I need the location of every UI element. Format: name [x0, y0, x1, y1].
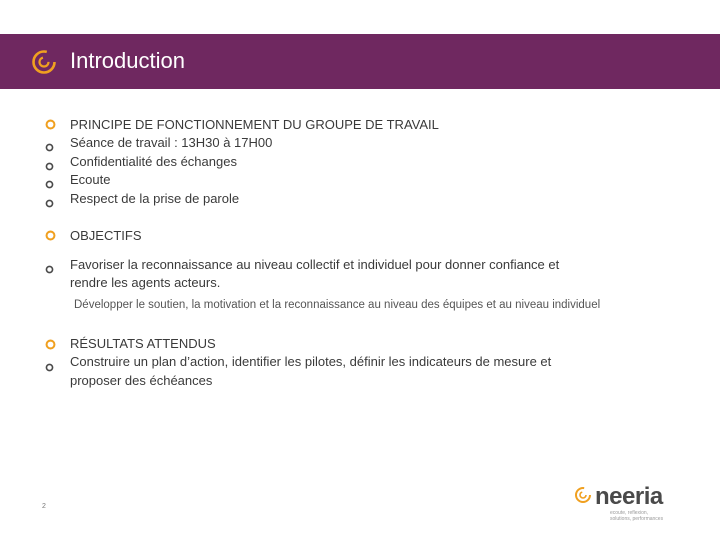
ring-bullet-icon — [45, 337, 56, 355]
objective-note: Développer le soutien, la motivation et la reconnaissance au niveau des équipes et au niveau individuel — [74, 299, 601, 311]
slide-title: Introduction — [70, 48, 185, 73]
swirl-logo-icon — [31, 49, 57, 75]
ring-bullet-icon — [45, 359, 54, 377]
ring-bullet-icon — [45, 195, 54, 213]
ring-bullet-icon — [45, 261, 54, 279]
list-item-continuation: proposer des échéances — [70, 373, 213, 388]
section-heading-resultats: RÉSULTATS ATTENDUS — [70, 336, 216, 351]
list-item: Favoriser la reconnaissance au niveau collectif et individuel pour donner confiance et — [70, 257, 560, 272]
brand-tagline — [610, 510, 663, 522]
brand-logo — [574, 484, 674, 526]
list-item-continuation: rendre les agents acteurs. — [70, 275, 221, 290]
section-heading-principe: PRINCIPE DE FONCTIONNEMENT DU GROUPE DE TRAVAIL — [70, 117, 439, 132]
list-item: Confidentialité des échanges — [70, 154, 237, 169]
brand-tagline-line: ecoute, reflexion, — [610, 510, 649, 516]
page-number: 2 — [42, 503, 46, 510]
ring-bullet-icon — [45, 176, 54, 194]
ring-bullet-icon — [45, 158, 54, 176]
brand-tagline-line: solutions, performances — [610, 516, 664, 522]
ring-bullet-icon — [45, 117, 56, 135]
ring-bullet-icon — [45, 139, 54, 157]
list-item: Séance de travail : 13H30 à 17H00 — [70, 135, 273, 150]
swirl-logo-icon — [574, 486, 592, 504]
list-item: Respect de la prise de parole — [70, 191, 240, 206]
brand-name: neeria — [595, 483, 663, 510]
section-heading-objectifs: OBJECTIFS — [70, 228, 142, 243]
list-item: Construire un plan d’action, identifier les pilotes, définir les indicateurs de mesure et — [70, 354, 552, 369]
ring-bullet-icon — [45, 228, 56, 246]
list-item: Ecoute — [70, 172, 111, 187]
title-banner — [0, 34, 720, 89]
